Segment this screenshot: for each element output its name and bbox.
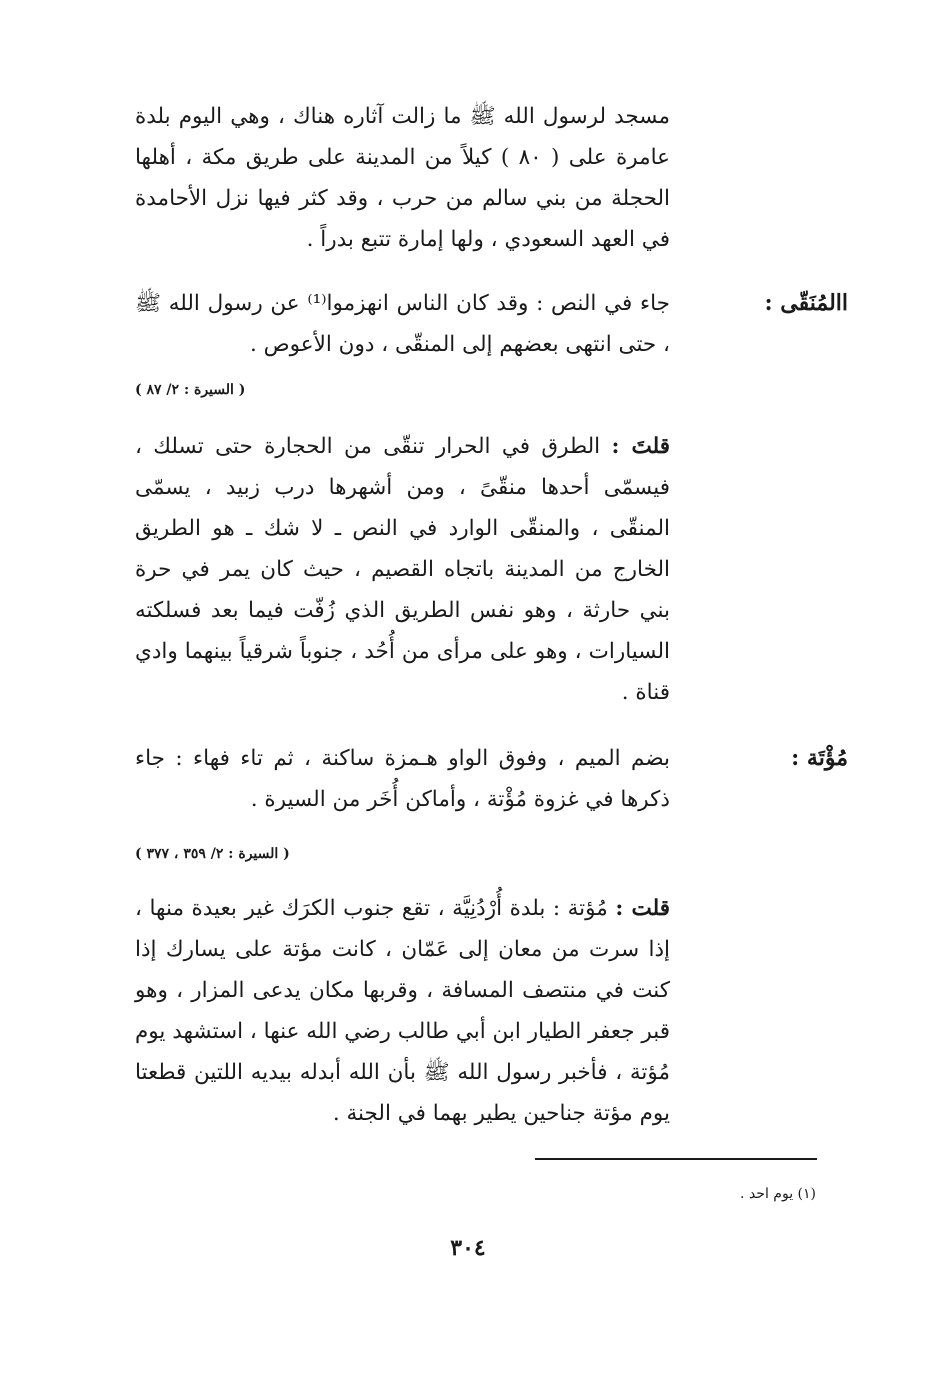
- citation-munaqqa: ( السيرة : ٢/ ٨٧ ): [135, 382, 246, 398]
- entry-text-munaqqa: جاء في النص : وقد كان الناس انهزموا⁽¹⁾ عن رسول الله ﷺ ، حتى انتهى بعضهم إلى المنقّى ، دون الأعوص .: [135, 291, 670, 357]
- note-label: قلتَ :: [611, 434, 670, 459]
- note-text: الطرق في الحرار تنقّى من الحجارة حتى تسلك ، فيسمّى أحدها منقّىً ، ومن أشهرها درب زبيد ، يسمّى المنقّى ، والمنقّى الوارد في النص ـ لا شك ـ هو الطريق الخارج من المدينة باتجاه القصيم ، حيث كان يمر في حرة بني حارثة ، وهو نفس الطريق الذي زُفّت فيما بعد فسلكته السيارات ، وهو على مرأى من أُحُد ، جنوباً شرقياً بينهما وادي قناة .: [135, 434, 670, 705]
- footnote-separator: [535, 1158, 817, 1160]
- citation-muta: ( السيرة : ٢/ ٣٥٩ ، ٣٧٧ ): [135, 846, 290, 862]
- entry-heading-muta: مُؤْتَة :: [791, 745, 848, 771]
- note-text: مُؤتة : بلدة أُرْدُنِيَّة ، تقع جنوب الكرَك غير بعيدة منها ، إذا سرت من معان إلى عَمّان ، كانت مؤتة على يسارك إذا كنت في منتصف المسافة ، وقربها مكان يدعى المزار ، وهو قبر جعفر الطيار ابن أبي طالب رضي الله عنها ، استشهد يوم مُؤتة ، فأخبر رسول الله ﷺ بأن الله أبدله بيديه اللتين قطعتا يوم مؤتة جناحين يطير بهما في الجنة .: [134, 896, 670, 1126]
- entry-text-muta: بضم الميم ، وفوق الواو هـمزة ساكنة ، ثم تاء فهاء : جاء ذكرها في غزوة مُؤْتة ، وأماكن أُخَر من السيرة .: [135, 746, 670, 812]
- note-munaqqa: [135, 426, 670, 713]
- page-number: ٣٠٤: [450, 1235, 486, 1261]
- intro-paragraph: مسجد لرسول الله ﷺ ما زالت آثاره هناك ، وهي اليوم بلدة عامرة على ( ٨٠ ) كيلاً من المدينة على طريق مكة ، أهلها الحجلة من بني سالم من حرب ، وقد كثر فيها نزل الأحامدة في العهد السعودي ، ولها إمارة تتبع بدراً .: [135, 104, 670, 252]
- entry-heading-munaqqa: االمُنَقّى :: [764, 290, 848, 316]
- footnote: (١) يوم احد .: [740, 1186, 816, 1202]
- note-label: قلت :: [615, 896, 670, 921]
- note-muta: [135, 888, 670, 1134]
